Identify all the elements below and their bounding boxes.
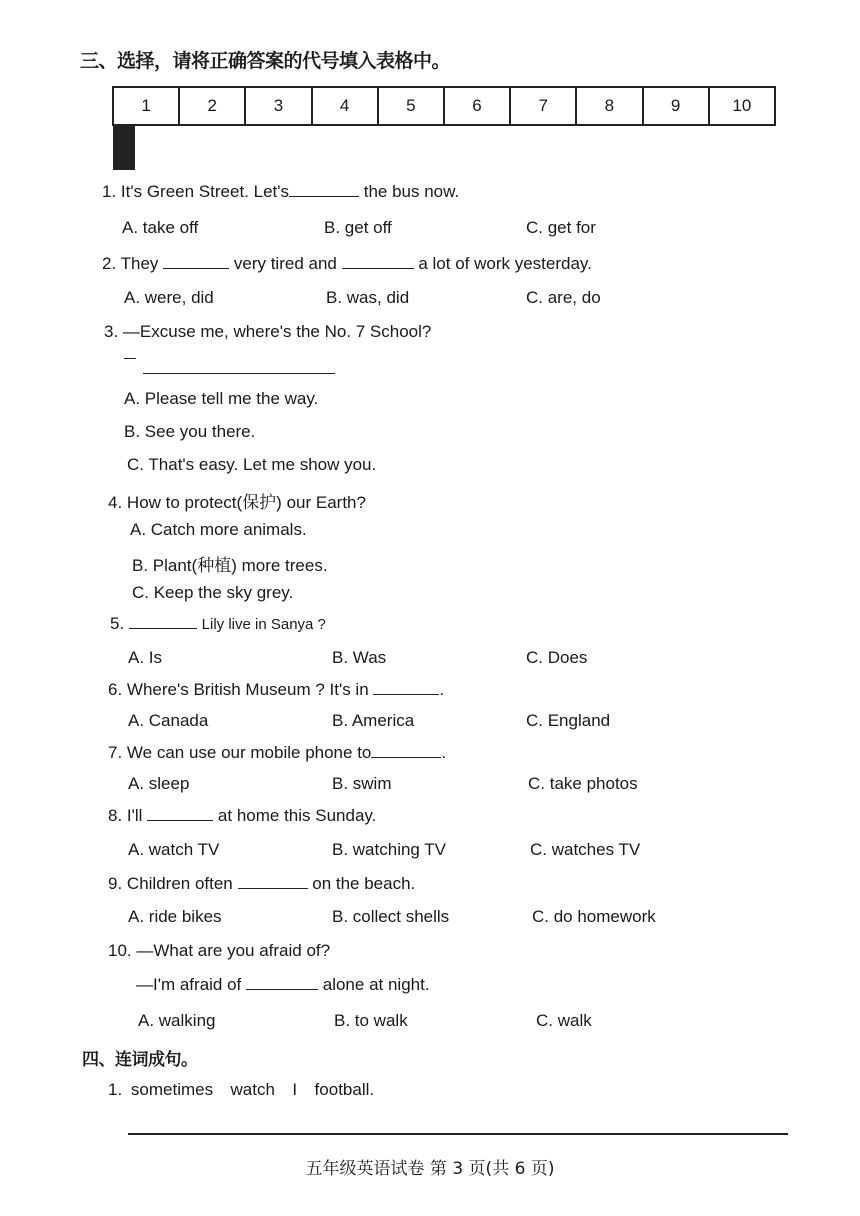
option-b: B. swim — [332, 774, 392, 793]
question-text: Where's British Museum ? It's in — [126, 680, 369, 699]
question-number: 8. — [108, 806, 123, 825]
answer-blank[interactable] — [143, 373, 335, 374]
section-3-title: 三、选择，请将正确答案的代号填入表格中。 — [80, 50, 451, 72]
question-text: very tired and — [233, 254, 337, 273]
question-4 — [108, 488, 366, 513]
option-a: A. walking — [138, 1011, 216, 1030]
answer-blank[interactable] — [373, 680, 439, 695]
answer-blank[interactable] — [163, 254, 229, 269]
footer-divider — [128, 1133, 788, 1135]
question-number: 4. — [108, 493, 123, 512]
option-a: A. were, did — [124, 288, 214, 307]
table-header-cell: 9 — [643, 87, 709, 125]
question-text: It's Green Street. Let's — [120, 182, 289, 201]
option-c: C. watches TV — [530, 840, 641, 859]
option-c: C. are, do — [526, 288, 601, 307]
question-text: We can use our mobile phone to — [126, 743, 372, 762]
question-number: 2. — [102, 254, 117, 273]
question-5 — [110, 614, 326, 634]
option-b: B. collect shells — [332, 907, 450, 926]
question-7 — [108, 743, 446, 763]
question-text: on the beach. — [312, 874, 416, 893]
question-10 — [108, 941, 330, 961]
option-a: A. Catch more animals. — [130, 520, 307, 539]
table-header-cell: 10 — [709, 87, 775, 125]
table-header-cell: 1 — [113, 87, 179, 125]
option-a: A. sleep — [128, 774, 190, 793]
question-text: —Excuse me, where's the No. 7 School? — [122, 322, 432, 341]
answer-blank[interactable] — [129, 614, 197, 629]
question-text: I'll — [126, 806, 143, 825]
question-text: a lot of work yesterday. — [418, 254, 592, 273]
option-c: C. walk — [536, 1011, 592, 1030]
question-text: the bus now. — [363, 182, 460, 201]
option-b: B. Plant(种植) more trees. — [132, 556, 328, 575]
table-header-cell: 6 — [444, 87, 510, 125]
question-text: —I'm afraid of — [136, 975, 242, 994]
question-text: Children often — [126, 874, 233, 893]
question-6 — [108, 680, 444, 700]
section-4-title: 四、连词成句。 — [82, 1050, 198, 1070]
answer-blank[interactable] — [371, 743, 441, 758]
table-header-cell: 2 — [179, 87, 245, 125]
answer-blank[interactable] — [342, 254, 414, 269]
option-a: A. Is — [128, 648, 163, 667]
option-b: B. to walk — [334, 1011, 408, 1030]
option-b: B. See you there. — [124, 422, 256, 441]
question-number: 7. — [108, 743, 123, 762]
option-a: A. Canada — [128, 711, 209, 730]
question-number: 3. — [104, 322, 119, 341]
question-8 — [108, 806, 376, 826]
question-number: 5. — [110, 614, 125, 633]
option-c: C. Keep the sky grey. — [132, 583, 294, 602]
option-a: A. ride bikes — [128, 907, 222, 926]
question-1 — [102, 182, 459, 202]
answer-table-blank-row — [113, 126, 135, 141]
option-a: A. watch TV — [128, 840, 220, 859]
question-text: How to protect(保护) our Earth? — [126, 493, 366, 512]
table-header-cell: 8 — [576, 87, 642, 125]
question-number: 1. — [102, 182, 117, 201]
table-header-cell: 5 — [378, 87, 444, 125]
question-text: . — [441, 743, 447, 762]
question-number: 9. — [108, 874, 123, 893]
question-2 — [102, 254, 592, 274]
option-b: B. was, did — [326, 288, 410, 307]
option-b: B. Was — [332, 648, 387, 667]
question-text: They — [120, 254, 159, 273]
question-text: —What are you afraid of? — [136, 941, 331, 960]
question-number: 10. — [108, 941, 132, 960]
answer-blank[interactable] — [289, 182, 359, 197]
option-c: C. take photos — [528, 774, 638, 793]
option-a: A. take off — [122, 218, 199, 237]
table-header-cell: 3 — [245, 87, 311, 125]
option-c: C. get for — [526, 218, 596, 237]
question-10-reply — [136, 975, 430, 995]
table-header-cell: 7 — [510, 87, 576, 125]
answer-cell[interactable] — [132, 127, 134, 169]
option-b: B. watching TV — [332, 840, 447, 859]
option-c: C. That's easy. Let me show you. — [127, 455, 377, 474]
question-text: at home this Sunday. — [217, 806, 377, 825]
option-b: B. get off — [324, 218, 392, 237]
question-text: Lily live in Sanya ? — [201, 616, 326, 633]
answer-blank[interactable] — [147, 806, 213, 821]
answer-blank[interactable] — [246, 975, 318, 990]
option-c: C. England — [526, 711, 611, 730]
table-header-cell: 4 — [312, 87, 378, 125]
dash-mark — [124, 358, 136, 359]
question-text: alone at night. — [322, 975, 430, 994]
option-c: C. do homework — [532, 907, 656, 926]
question-3 — [104, 322, 431, 342]
option-b: B. America — [332, 711, 415, 730]
section-4-item-1: 1. sometimes watch I football. — [108, 1080, 375, 1099]
question-text: . — [439, 680, 445, 699]
question-number: 6. — [108, 680, 123, 699]
answer-table — [112, 86, 776, 166]
answer-blank[interactable] — [238, 874, 308, 889]
question-9 — [108, 874, 415, 894]
option-a: A. Please tell me the way. — [124, 389, 319, 408]
answer-table-header-row — [113, 87, 775, 125]
page-footer: 五年级英语试卷 第 3 页(共 6 页) — [305, 1159, 555, 1179]
option-c: C. Does — [526, 648, 588, 667]
